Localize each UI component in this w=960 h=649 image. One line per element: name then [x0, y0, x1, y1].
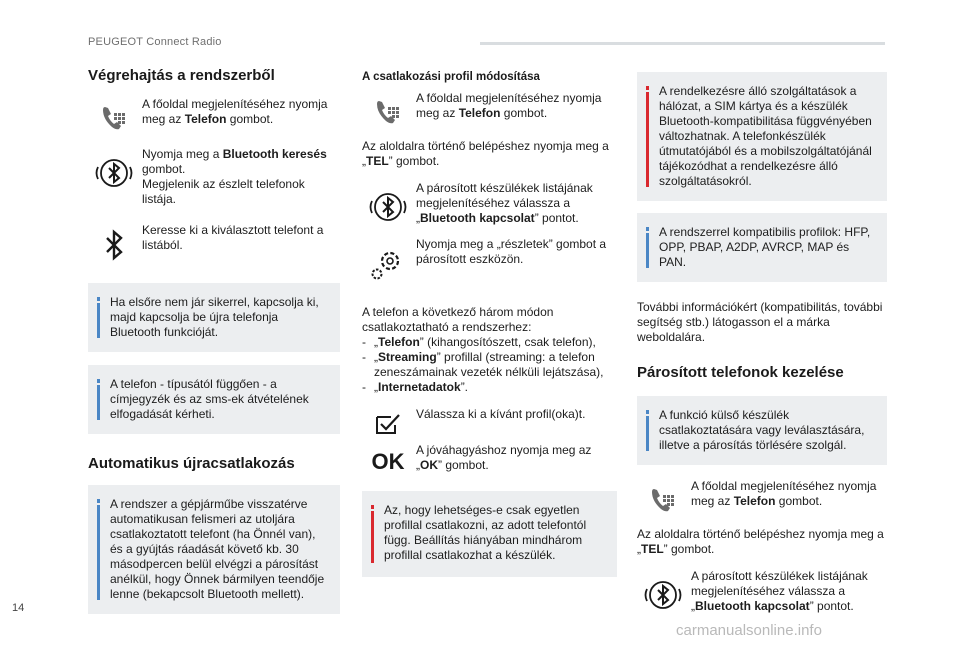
phone-handset-icon [362, 91, 414, 125]
list-item: - „Internetadatok”. [362, 380, 469, 394]
subsection-title: A csatlakozási profil módosítása [362, 71, 540, 83]
info-note [637, 396, 887, 465]
info-bar-icon [97, 297, 100, 338]
list-item: - „Telefon” (kihangosítószett, csak telefon), [362, 335, 596, 349]
section-title: Automatikus újracsatlakozás [88, 455, 295, 472]
step-text: A párosított készülékek listájának megjelenítéséhez válassza a „Bluetooth kapcsolat” pontot. [691, 569, 868, 613]
gear-details-icon [362, 237, 414, 283]
info-bar-icon [646, 410, 649, 451]
info-note [88, 283, 340, 352]
step-phone [362, 91, 617, 125]
paragraph: További információkért (kompatibilitás, további segítség stb.) látogasson el a márka weboldalára. [637, 300, 883, 344]
warning-note [362, 491, 617, 577]
section-title: Párosított telefonok kezelése [637, 364, 844, 381]
column-2 [362, 58, 617, 577]
info-note [88, 365, 340, 434]
info-note [88, 485, 340, 614]
step-text: A főoldal megjelenítéséhez nyomja meg az Telefon gombot. [142, 97, 328, 126]
section-title: Végrehajtás a rendszerből [88, 67, 275, 84]
step-select-profile [362, 407, 617, 435]
page-number: 14 [12, 602, 25, 614]
paragraph: Az aloldalra történő belépéshez nyomja meg a „TEL” gombot. [362, 139, 609, 168]
step-details [362, 237, 617, 283]
step-text: A főoldal megjelenítéséhez nyomja meg az Telefon gombot. [416, 91, 602, 120]
step-bluetooth-connection [637, 569, 887, 615]
bluetooth-connection-icon [362, 181, 414, 227]
step-ok [362, 443, 617, 475]
ok-button-icon: OK [371, 449, 405, 474]
watermark: carmanualsonline.info [676, 622, 822, 639]
step-select-phone [88, 223, 340, 261]
step-text: Válassza ki a kívánt profil(oka)t. [416, 407, 586, 421]
bluetooth-icon [88, 223, 140, 261]
note-text: A rendszerrel kompatibilis profilok: HFP, OPP, PBAP, A2DP, AVRCP, MAP és PAN. [659, 225, 871, 269]
note-text: Ha elsőre nem jár sikerrel, kapcsolja ki, majd kapcsolja be újra telefonja Bluetooth funkcióját. [110, 295, 319, 339]
header-rule [480, 42, 885, 45]
info-bar-icon [97, 499, 100, 600]
header-title: PEUGEOT Connect Radio [88, 36, 222, 48]
step-bluetooth-connection [362, 181, 617, 227]
step-text: Nyomja meg a „részletek” gombot a párosított eszközön. [416, 237, 607, 266]
info-bar-icon [97, 379, 100, 420]
paragraph: Az aloldalra történő belépéshez nyomja meg a „TEL” gombot. [637, 527, 884, 556]
step-text: A főoldal megjelenítéséhez nyomja meg az Telefon gombot. [691, 479, 877, 508]
step-text: A jóváhagyáshoz nyomja meg az „OK” gombot. [416, 443, 592, 472]
column-3 [637, 58, 887, 615]
checkbox-select-icon [362, 407, 414, 435]
list-item: - „Streaming” profillal (streaming: a telefon zeneszámainak vezeték nélküli lejátszása), [362, 350, 604, 379]
note-text: A funkció külső készülék csatlakoztatására vagy leválasztására, illetve a párosítás törlésére szolgál. [659, 408, 865, 452]
profile-list [362, 335, 617, 395]
warning-bar-icon [646, 86, 649, 187]
warning-note [637, 72, 887, 201]
step-text: Nyomja meg a Bluetooth keresés gombot. Megjelenik az észlelt telefonok listája. [142, 147, 327, 206]
step-phone [88, 97, 340, 131]
step-phone [637, 479, 887, 513]
step-bluetooth-search [88, 147, 340, 207]
info-bar-icon [646, 227, 649, 268]
phone-handset-icon [88, 97, 140, 131]
phone-handset-icon [637, 479, 689, 513]
note-text: A rendszer a gépjárműbe visszatérve automatikusan felismeri az utoljára csatlakoztatott telefont (ha Önnél van), és a gyújtás ráadását követő kb. 30 másodpercen belül elvégzi a párosítást anélkül, hogy Önnek bármilyen teendője lenne (bekapcsolt Bluetooth mellett). [110, 497, 325, 601]
info-note [637, 213, 887, 282]
column-1 [88, 58, 340, 614]
warning-bar-icon [371, 505, 374, 563]
step-text: A párosított készülékek listájának megjelenítéséhez válassza a „Bluetooth kapcsolat” pontot. [416, 181, 593, 225]
note-text: A rendelkezésre álló szolgáltatások a hálózat, a SIM kártya és a készülék Bluetooth-kompatibilitása függvényében változhatnak. A telefonkészülék útmutatójából és a mobilszolgáltatójánál tájékozódhat a rendelkezésre álló szolgáltatásokról. [659, 84, 872, 188]
paragraph: A telefon a következő három módon csatlakoztatható a rendszerhez: [362, 305, 554, 334]
bluetooth-search-icon [88, 147, 140, 193]
note-text: A telefon - típusától függően - a címjegyzék és az sms-ek átvételének elfogadását kérheti. [110, 377, 309, 421]
bluetooth-connection-icon [637, 569, 689, 615]
note-text: Az, hogy lehetséges-e csak egyetlen profillal csatlakozni, az adott telefontól függ. Beállítás hiányában mindhárom profillal csatlakozhat a készülék. [384, 503, 587, 562]
step-text: Keresse ki a kiválasztott telefont a listából. [142, 223, 324, 252]
